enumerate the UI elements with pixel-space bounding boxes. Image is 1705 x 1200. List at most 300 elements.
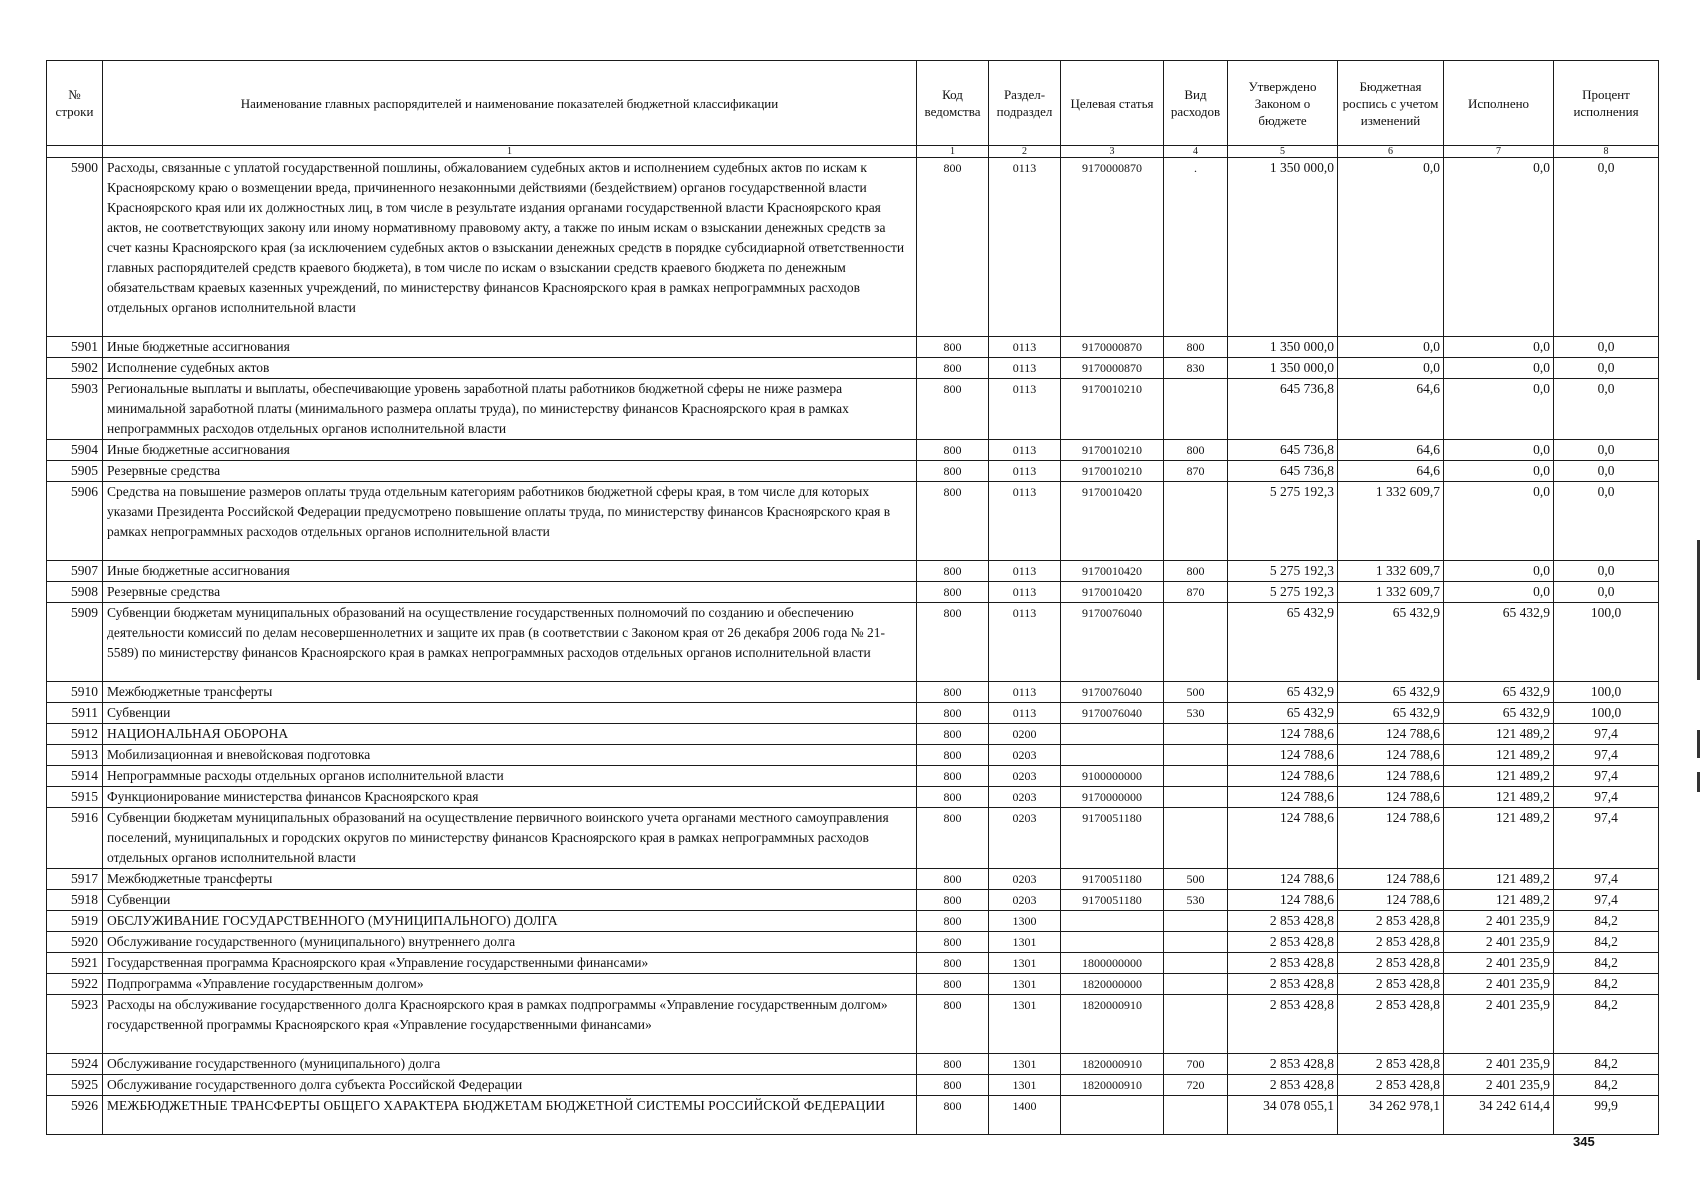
row-expense-type: 500 [1164, 869, 1228, 890]
row-target-article: 9170000870 [1061, 337, 1164, 358]
row-revised: 64,6 [1338, 440, 1444, 461]
row-executed: 121 489,2 [1444, 724, 1554, 745]
row-percent: 84,2 [1554, 953, 1659, 974]
row-section: 1301 [989, 953, 1061, 974]
row-section: 0113 [989, 461, 1061, 482]
row-approved: 2 853 428,8 [1228, 911, 1338, 932]
row-revised: 1 332 609,7 [1338, 582, 1444, 603]
table-row [47, 703, 1659, 724]
table-row [47, 995, 1659, 1054]
row-target-article: 9170010420 [1061, 482, 1164, 561]
table-row [47, 379, 1659, 440]
row-percent: 84,2 [1554, 974, 1659, 995]
row-executed: 0,0 [1444, 461, 1554, 482]
row-executed: 2 401 235,9 [1444, 1075, 1554, 1096]
header-dept-code: Код ведомства [917, 61, 989, 146]
row-executed: 0,0 [1444, 482, 1554, 561]
row-percent: 100,0 [1554, 703, 1659, 724]
table-row [47, 461, 1659, 482]
row-approved: 2 853 428,8 [1228, 974, 1338, 995]
row-expense-type [1164, 932, 1228, 953]
budget-execution-table [46, 60, 1659, 1135]
row-number: 5904 [47, 440, 103, 461]
row-number: 5900 [47, 158, 103, 337]
row-target-article: 9170010420 [1061, 582, 1164, 603]
table-row [47, 603, 1659, 682]
row-target-article: 9170051180 [1061, 869, 1164, 890]
row-number: 5918 [47, 890, 103, 911]
row-revised: 124 788,6 [1338, 787, 1444, 808]
row-target-article: 1820000910 [1061, 1054, 1164, 1075]
row-dept-code: 800 [917, 561, 989, 582]
column-number: 4 [1164, 146, 1228, 158]
row-executed: 0,0 [1444, 158, 1554, 337]
scan-edge-marks [1697, 540, 1703, 840]
row-revised: 34 262 978,1 [1338, 1096, 1444, 1135]
row-section: 0113 [989, 582, 1061, 603]
row-section: 0113 [989, 158, 1061, 337]
row-approved: 124 788,6 [1228, 787, 1338, 808]
row-executed: 2 401 235,9 [1444, 953, 1554, 974]
row-percent: 0,0 [1554, 440, 1659, 461]
row-expense-type: 700 [1164, 1054, 1228, 1075]
row-executed: 121 489,2 [1444, 808, 1554, 869]
header-name: Наименование главных распорядителей и наименование показателей бюджетной классификации [103, 61, 917, 146]
row-executed: 2 401 235,9 [1444, 1054, 1554, 1075]
row-target-article: 9170010420 [1061, 561, 1164, 582]
row-approved: 2 853 428,8 [1228, 953, 1338, 974]
row-expense-type [1164, 995, 1228, 1054]
row-target-article: 9170000000 [1061, 787, 1164, 808]
row-approved: 65 432,9 [1228, 703, 1338, 724]
row-approved: 34 078 055,1 [1228, 1096, 1338, 1135]
row-expense-type: 530 [1164, 703, 1228, 724]
row-number: 5912 [47, 724, 103, 745]
row-dept-code: 800 [917, 995, 989, 1054]
row-name: Резервные средства [103, 461, 917, 482]
row-name: Обслуживание государственного (муниципального) внутреннего долга [103, 932, 917, 953]
row-revised: 0,0 [1338, 158, 1444, 337]
table-row [47, 561, 1659, 582]
row-name: Субвенции [103, 703, 917, 724]
table-row [47, 869, 1659, 890]
row-number: 5920 [47, 932, 103, 953]
row-name: Субвенции [103, 890, 917, 911]
row-section: 0113 [989, 603, 1061, 682]
row-target-article [1061, 911, 1164, 932]
row-revised: 124 788,6 [1338, 869, 1444, 890]
row-dept-code: 800 [917, 932, 989, 953]
row-target-article: 9100000000 [1061, 766, 1164, 787]
row-target-article [1061, 745, 1164, 766]
row-section: 0203 [989, 869, 1061, 890]
row-executed: 121 489,2 [1444, 869, 1554, 890]
row-section: 1301 [989, 932, 1061, 953]
header-target-article: Целевая статья [1061, 61, 1164, 146]
table-header-row [47, 61, 1659, 146]
row-percent: 97,4 [1554, 766, 1659, 787]
page-number: 345 [1573, 1134, 1595, 1149]
row-name: Функционирование министерства финансов Красноярского края [103, 787, 917, 808]
budget-table-sheet [46, 60, 1658, 1135]
row-target-article: 1800000000 [1061, 953, 1164, 974]
row-expense-type [1164, 787, 1228, 808]
row-number: 5923 [47, 995, 103, 1054]
row-section: 1301 [989, 1054, 1061, 1075]
row-dept-code: 800 [917, 337, 989, 358]
table-row [47, 911, 1659, 932]
row-section: 0203 [989, 787, 1061, 808]
row-approved: 5 275 192,3 [1228, 561, 1338, 582]
table-row [47, 974, 1659, 995]
row-number: 5922 [47, 974, 103, 995]
row-target-article: 9170010210 [1061, 440, 1164, 461]
row-approved: 5 275 192,3 [1228, 482, 1338, 561]
row-dept-code: 800 [917, 582, 989, 603]
row-name: Региональные выплаты и выплаты, обеспечивающие уровень заработной платы работников бюджетной сферы не ниже размера минимальной заработной платы (минимального размера оплаты труда), по министерству финансов Красноярского края в рамках непрограммных расходов отдельных органов исполнительной власти [103, 379, 917, 440]
row-dept-code: 800 [917, 703, 989, 724]
row-target-article [1061, 1096, 1164, 1135]
row-name: Расходы, связанные с уплатой государственной пошлины, обжалованием судебных актов и исполнением судебных актов по искам к Красноярскому краю о возмещении вреда, причиненного незаконными действиями (бездействием) органов государственной власти Красноярского края или их должностных лиц, в том числе в результате издания органами государственной власти Красноярского края актов, не соответствующих закону или иному нормативному правовому акту, а также по иным искам о взыскании денежных средств за счет казны Красноярского края (за исключением судебных актов о взыскании денежных средств в порядке субсидиарной ответственности главных распорядителей средств краевого бюджета), в том числе по искам о взыскании средств краевого бюджета по денежным обязательствам краевых казенных учреждений, по министерству финансов Красноярского края в рамках непрограммных расходов отдельных органов исполнительной власти [103, 158, 917, 337]
table-row [47, 440, 1659, 461]
row-number: 5901 [47, 337, 103, 358]
row-percent: 0,0 [1554, 158, 1659, 337]
row-name: Расходы на обслуживание государственного долга Красноярского края в рамках подпрограммы «Управление государственным долгом» государственной программы Красноярского края «Управление государственными финансами» [103, 995, 917, 1054]
row-dept-code: 800 [917, 745, 989, 766]
row-number: 5903 [47, 379, 103, 440]
row-executed: 0,0 [1444, 358, 1554, 379]
row-target-article: 9170076040 [1061, 603, 1164, 682]
row-approved: 124 788,6 [1228, 890, 1338, 911]
row-percent: 97,4 [1554, 808, 1659, 869]
row-section: 0113 [989, 337, 1061, 358]
row-name: НАЦИОНАЛЬНАЯ ОБОРОНА [103, 724, 917, 745]
row-percent: 100,0 [1554, 682, 1659, 703]
row-name: Резервные средства [103, 582, 917, 603]
row-executed: 2 401 235,9 [1444, 974, 1554, 995]
row-target-article [1061, 932, 1164, 953]
row-expense-type [1164, 766, 1228, 787]
row-section: 0113 [989, 482, 1061, 561]
row-number: 5924 [47, 1054, 103, 1075]
row-executed: 121 489,2 [1444, 766, 1554, 787]
row-expense-type: 870 [1164, 461, 1228, 482]
row-expense-type [1164, 911, 1228, 932]
row-dept-code: 800 [917, 461, 989, 482]
row-approved: 645 736,8 [1228, 379, 1338, 440]
row-revised: 65 432,9 [1338, 703, 1444, 724]
row-dept-code: 800 [917, 869, 989, 890]
row-revised: 2 853 428,8 [1338, 932, 1444, 953]
row-revised: 65 432,9 [1338, 603, 1444, 682]
row-dept-code: 800 [917, 787, 989, 808]
row-dept-code: 800 [917, 603, 989, 682]
row-expense-type: 800 [1164, 337, 1228, 358]
row-percent: 0,0 [1554, 379, 1659, 440]
row-executed: 2 401 235,9 [1444, 932, 1554, 953]
row-expense-type: 800 [1164, 440, 1228, 461]
row-name: Мобилизационная и вневойсковая подготовка [103, 745, 917, 766]
table-row [47, 890, 1659, 911]
row-dept-code: 800 [917, 974, 989, 995]
row-percent: 97,4 [1554, 724, 1659, 745]
row-approved: 124 788,6 [1228, 724, 1338, 745]
table-row [47, 745, 1659, 766]
row-dept-code: 800 [917, 1096, 989, 1135]
row-number: 5905 [47, 461, 103, 482]
table-row [47, 1054, 1659, 1075]
row-target-article: 9170000870 [1061, 358, 1164, 379]
row-revised: 2 853 428,8 [1338, 953, 1444, 974]
row-name: Межбюджетные трансферты [103, 869, 917, 890]
column-number [47, 146, 103, 158]
row-approved: 1 350 000,0 [1228, 158, 1338, 337]
column-number: 2 [989, 146, 1061, 158]
table-row [47, 1075, 1659, 1096]
row-number: 5926 [47, 1096, 103, 1135]
row-section: 0113 [989, 358, 1061, 379]
column-number: 6 [1338, 146, 1444, 158]
row-expense-type [1164, 482, 1228, 561]
row-approved: 2 853 428,8 [1228, 932, 1338, 953]
row-approved: 5 275 192,3 [1228, 582, 1338, 603]
row-expense-type [1164, 974, 1228, 995]
row-expense-type [1164, 745, 1228, 766]
row-name: Подпрограмма «Управление государственным долгом» [103, 974, 917, 995]
row-section: 1301 [989, 995, 1061, 1054]
row-expense-type [1164, 603, 1228, 682]
row-number: 5914 [47, 766, 103, 787]
row-executed: 34 242 614,4 [1444, 1096, 1554, 1135]
row-name: ОБСЛУЖИВАНИЕ ГОСУДАРСТВЕННОГО (МУНИЦИПАЛЬНОГО) ДОЛГА [103, 911, 917, 932]
row-revised: 2 853 428,8 [1338, 974, 1444, 995]
row-percent: 0,0 [1554, 358, 1659, 379]
row-revised: 1 332 609,7 [1338, 561, 1444, 582]
row-executed: 65 432,9 [1444, 682, 1554, 703]
row-section: 1301 [989, 974, 1061, 995]
row-dept-code: 800 [917, 358, 989, 379]
row-executed: 0,0 [1444, 337, 1554, 358]
row-expense-type: 800 [1164, 561, 1228, 582]
header-approved: Утверждено Законом о бюджете [1228, 61, 1338, 146]
row-expense-type: 500 [1164, 682, 1228, 703]
row-number: 5907 [47, 561, 103, 582]
table-row [47, 953, 1659, 974]
row-executed: 2 401 235,9 [1444, 995, 1554, 1054]
row-revised: 0,0 [1338, 358, 1444, 379]
row-section: 0203 [989, 766, 1061, 787]
row-number: 5906 [47, 482, 103, 561]
row-name: Иные бюджетные ассигнования [103, 440, 917, 461]
table-row [47, 932, 1659, 953]
row-approved: 124 788,6 [1228, 766, 1338, 787]
row-expense-type [1164, 1096, 1228, 1135]
column-number: 1 [103, 146, 917, 158]
table-row [47, 358, 1659, 379]
row-number: 5916 [47, 808, 103, 869]
row-percent: 97,4 [1554, 787, 1659, 808]
table-row [47, 337, 1659, 358]
row-target-article [1061, 724, 1164, 745]
row-revised: 64,6 [1338, 379, 1444, 440]
row-revised: 124 788,6 [1338, 724, 1444, 745]
row-executed: 121 489,2 [1444, 787, 1554, 808]
row-dept-code: 800 [917, 808, 989, 869]
row-expense-type: 720 [1164, 1075, 1228, 1096]
row-dept-code: 800 [917, 724, 989, 745]
row-number: 5911 [47, 703, 103, 724]
row-percent: 84,2 [1554, 911, 1659, 932]
row-revised: 124 788,6 [1338, 890, 1444, 911]
row-dept-code: 800 [917, 911, 989, 932]
row-dept-code: 800 [917, 482, 989, 561]
row-percent: 99,9 [1554, 1096, 1659, 1135]
row-section: 0113 [989, 440, 1061, 461]
row-target-article: 1820000910 [1061, 1075, 1164, 1096]
row-revised: 2 853 428,8 [1338, 1054, 1444, 1075]
row-executed: 121 489,2 [1444, 890, 1554, 911]
row-dept-code: 800 [917, 682, 989, 703]
row-approved: 124 788,6 [1228, 745, 1338, 766]
row-number: 5908 [47, 582, 103, 603]
header-percent: Процент исполнения [1554, 61, 1659, 146]
row-name: Субвенции бюджетам муниципальных образований на осуществление первичного воинского учета органами местного самоуправления поселений, муниципальных и городских округов по министерству финансов Красноярского края в рамках непрограммных расходов отдельных органов исполнительной власти [103, 808, 917, 869]
row-name: Иные бюджетные ассигнования [103, 337, 917, 358]
row-name: Иные бюджетные ассигнования [103, 561, 917, 582]
row-percent: 97,4 [1554, 745, 1659, 766]
row-percent: 84,2 [1554, 1075, 1659, 1096]
column-number: 1 [917, 146, 989, 158]
row-number: 5909 [47, 603, 103, 682]
row-approved: 124 788,6 [1228, 808, 1338, 869]
row-revised: 2 853 428,8 [1338, 1075, 1444, 1096]
row-percent: 97,4 [1554, 869, 1659, 890]
row-target-article: 9170000870 [1061, 158, 1164, 337]
row-expense-type [1164, 379, 1228, 440]
row-target-article: 9170051180 [1061, 890, 1164, 911]
row-section: 1400 [989, 1096, 1061, 1135]
row-percent: 97,4 [1554, 890, 1659, 911]
row-expense-type [1164, 953, 1228, 974]
row-section: 0113 [989, 379, 1061, 440]
row-dept-code: 800 [917, 379, 989, 440]
row-approved: 645 736,8 [1228, 440, 1338, 461]
row-revised: 2 853 428,8 [1338, 911, 1444, 932]
row-executed: 2 401 235,9 [1444, 911, 1554, 932]
row-executed: 0,0 [1444, 561, 1554, 582]
table-row [47, 682, 1659, 703]
row-revised: 64,6 [1338, 461, 1444, 482]
row-number: 5915 [47, 787, 103, 808]
row-target-article: 9170010210 [1061, 379, 1164, 440]
row-section: 0113 [989, 682, 1061, 703]
row-number: 5917 [47, 869, 103, 890]
row-name: Обслуживание государственного долга субъекта Российской Федерации [103, 1075, 917, 1096]
row-name: Исполнение судебных актов [103, 358, 917, 379]
row-executed: 0,0 [1444, 379, 1554, 440]
row-dept-code: 800 [917, 1075, 989, 1096]
row-approved: 124 788,6 [1228, 869, 1338, 890]
row-expense-type [1164, 808, 1228, 869]
table-row [47, 766, 1659, 787]
table-row [47, 787, 1659, 808]
row-name: МЕЖБЮДЖЕТНЫЕ ТРАНСФЕРТЫ ОБЩЕГО ХАРАКТЕРА БЮДЖЕТАМ БЮДЖЕТНОЙ СИСТЕМЫ РОССИЙСКОЙ ФЕДЕРАЦИИ [103, 1096, 917, 1135]
row-approved: 2 853 428,8 [1228, 1075, 1338, 1096]
row-percent: 0,0 [1554, 461, 1659, 482]
row-dept-code: 800 [917, 1054, 989, 1075]
row-target-article: 1820000910 [1061, 995, 1164, 1054]
row-section: 0203 [989, 808, 1061, 869]
row-target-article: 9170010210 [1061, 461, 1164, 482]
row-number: 5910 [47, 682, 103, 703]
row-percent: 84,2 [1554, 995, 1659, 1054]
row-revised: 124 788,6 [1338, 808, 1444, 869]
header-section: Раздел-подраздел [989, 61, 1061, 146]
row-revised: 124 788,6 [1338, 766, 1444, 787]
table-row [47, 582, 1659, 603]
column-number: 8 [1554, 146, 1659, 158]
row-name: Субвенции бюджетам муниципальных образований на осуществление государственных полномочий по созданию и обеспечению деятельности комиссий по делам несовершеннолетних и защите их прав (в соответствии с Законом края от 26 декабря 2006 года № 21-5589) по министерству финансов Красноярского края в рамках непрограммных расходов отдельных органов исполнительной власти [103, 603, 917, 682]
row-revised: 124 788,6 [1338, 745, 1444, 766]
header-row-no: № строки [47, 61, 103, 146]
column-number: 3 [1061, 146, 1164, 158]
row-approved: 2 853 428,8 [1228, 1054, 1338, 1075]
row-section: 0203 [989, 890, 1061, 911]
row-revised: 65 432,9 [1338, 682, 1444, 703]
row-dept-code: 800 [917, 440, 989, 461]
row-expense-type: 830 [1164, 358, 1228, 379]
row-revised: 2 853 428,8 [1338, 995, 1444, 1054]
table-row [47, 1096, 1659, 1135]
row-expense-type: 530 [1164, 890, 1228, 911]
row-percent: 0,0 [1554, 582, 1659, 603]
row-approved: 65 432,9 [1228, 603, 1338, 682]
row-section: 0113 [989, 703, 1061, 724]
row-dept-code: 800 [917, 953, 989, 974]
row-approved: 645 736,8 [1228, 461, 1338, 482]
row-name: Средства на повышение размеров оплаты труда отдельным категориям работников бюджетной сферы края, в том числе для которых указами Президента Российской Федерации предусмотрено повышение оплаты труда, по министерству финансов Красноярского края в рамках непрограммных расходов отдельных органов исполнительной власти [103, 482, 917, 561]
table-row [47, 724, 1659, 745]
row-percent: 0,0 [1554, 337, 1659, 358]
row-revised: 0,0 [1338, 337, 1444, 358]
table-row [47, 482, 1659, 561]
row-number: 5921 [47, 953, 103, 974]
row-percent: 0,0 [1554, 561, 1659, 582]
row-target-article: 1820000000 [1061, 974, 1164, 995]
row-number: 5925 [47, 1075, 103, 1096]
row-name: Непрограммные расходы отдельных органов исполнительной власти [103, 766, 917, 787]
row-executed: 0,0 [1444, 582, 1554, 603]
row-revised: 1 332 609,7 [1338, 482, 1444, 561]
row-approved: 1 350 000,0 [1228, 337, 1338, 358]
header-expense-type: Вид расходов [1164, 61, 1228, 146]
row-name: Обслуживание государственного (муниципального) долга [103, 1054, 917, 1075]
column-number-row [47, 146, 1659, 158]
column-number: 5 [1228, 146, 1338, 158]
header-revised: Бюджетная роспись с учетом изменений [1338, 61, 1444, 146]
header-executed: Исполнено [1444, 61, 1554, 146]
row-expense-type: 870 [1164, 582, 1228, 603]
row-approved: 2 853 428,8 [1228, 995, 1338, 1054]
row-expense-type: . [1164, 158, 1228, 337]
row-percent: 0,0 [1554, 482, 1659, 561]
row-number: 5919 [47, 911, 103, 932]
row-target-article: 9170076040 [1061, 682, 1164, 703]
row-executed: 65 432,9 [1444, 603, 1554, 682]
row-section: 0203 [989, 745, 1061, 766]
row-name: Государственная программа Красноярского края «Управление государственными финансами» [103, 953, 917, 974]
row-dept-code: 800 [917, 766, 989, 787]
